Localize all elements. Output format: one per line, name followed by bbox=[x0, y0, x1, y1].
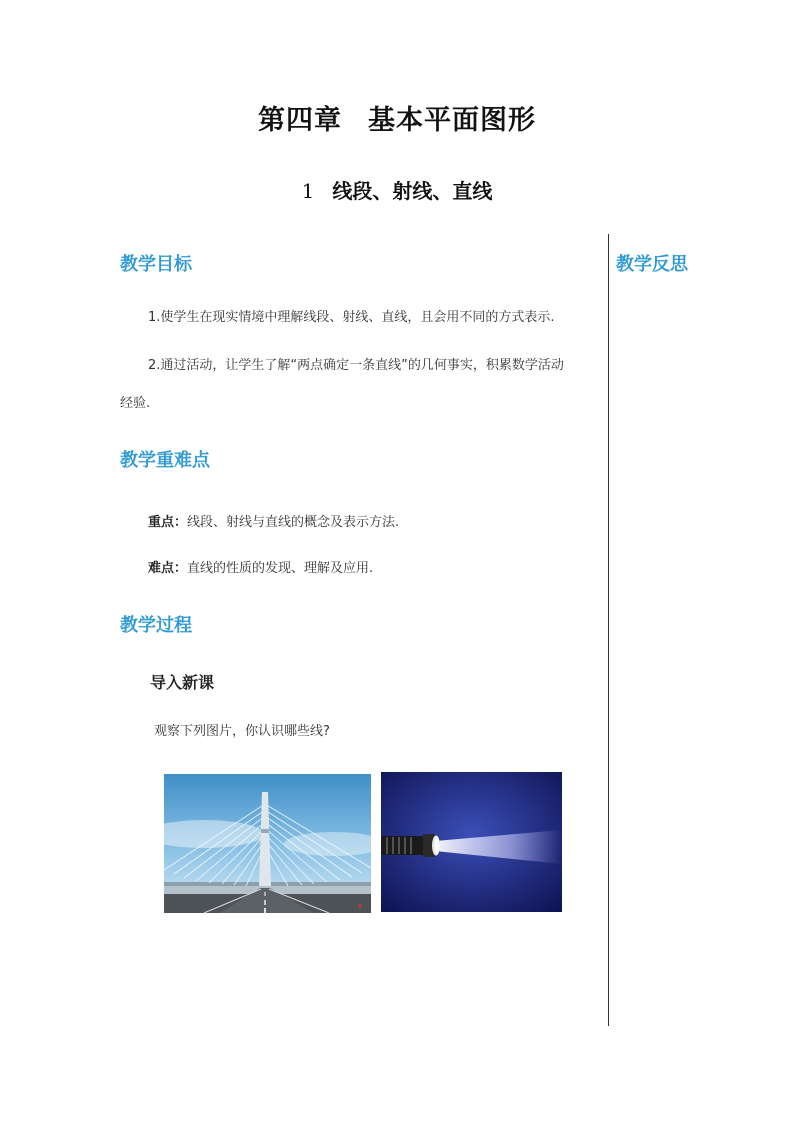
chapter-number: 第四章 bbox=[258, 105, 342, 136]
lesson-name: 线段、射线、直线 bbox=[332, 179, 493, 203]
flashlight-image bbox=[381, 772, 562, 912]
section-key-points: 教学重难点 bbox=[120, 450, 210, 471]
section-reflection: 教学反思 bbox=[616, 254, 688, 275]
difficult-point-text: 直线的性质的发现、理解及应用. bbox=[187, 561, 374, 576]
objective-item-2-continued: 经验. bbox=[120, 396, 151, 411]
chapter-title bbox=[0, 98, 794, 137]
column-divider bbox=[608, 234, 609, 1026]
lesson-number: 1 bbox=[301, 179, 315, 203]
bridge-image bbox=[164, 774, 371, 913]
difficult-point bbox=[148, 559, 373, 579]
lesson-title bbox=[0, 175, 794, 204]
key-point-label: 重点： bbox=[148, 515, 188, 530]
chapter-name: 基本平面图形 bbox=[368, 105, 536, 136]
key-point-text: 线段、射线与直线的概念及表示方法. bbox=[187, 515, 400, 530]
intro-heading: 导入新课 bbox=[150, 673, 215, 692]
objective-item-2: 2.通过活动，让学生了解“两点确定一条直线”的几何事实，积累数学活动 bbox=[148, 358, 564, 373]
key-point bbox=[148, 513, 399, 533]
difficult-point-label: 难点： bbox=[148, 561, 188, 576]
objective-item-1: 1.使学生在现实情境中理解线段、射线、直线，且会用不同的方式表示. bbox=[148, 310, 555, 325]
section-objectives: 教学目标 bbox=[120, 254, 192, 275]
section-process: 教学过程 bbox=[120, 615, 192, 636]
intro-question: 观察下列图片，你认识哪些线? bbox=[154, 724, 330, 739]
